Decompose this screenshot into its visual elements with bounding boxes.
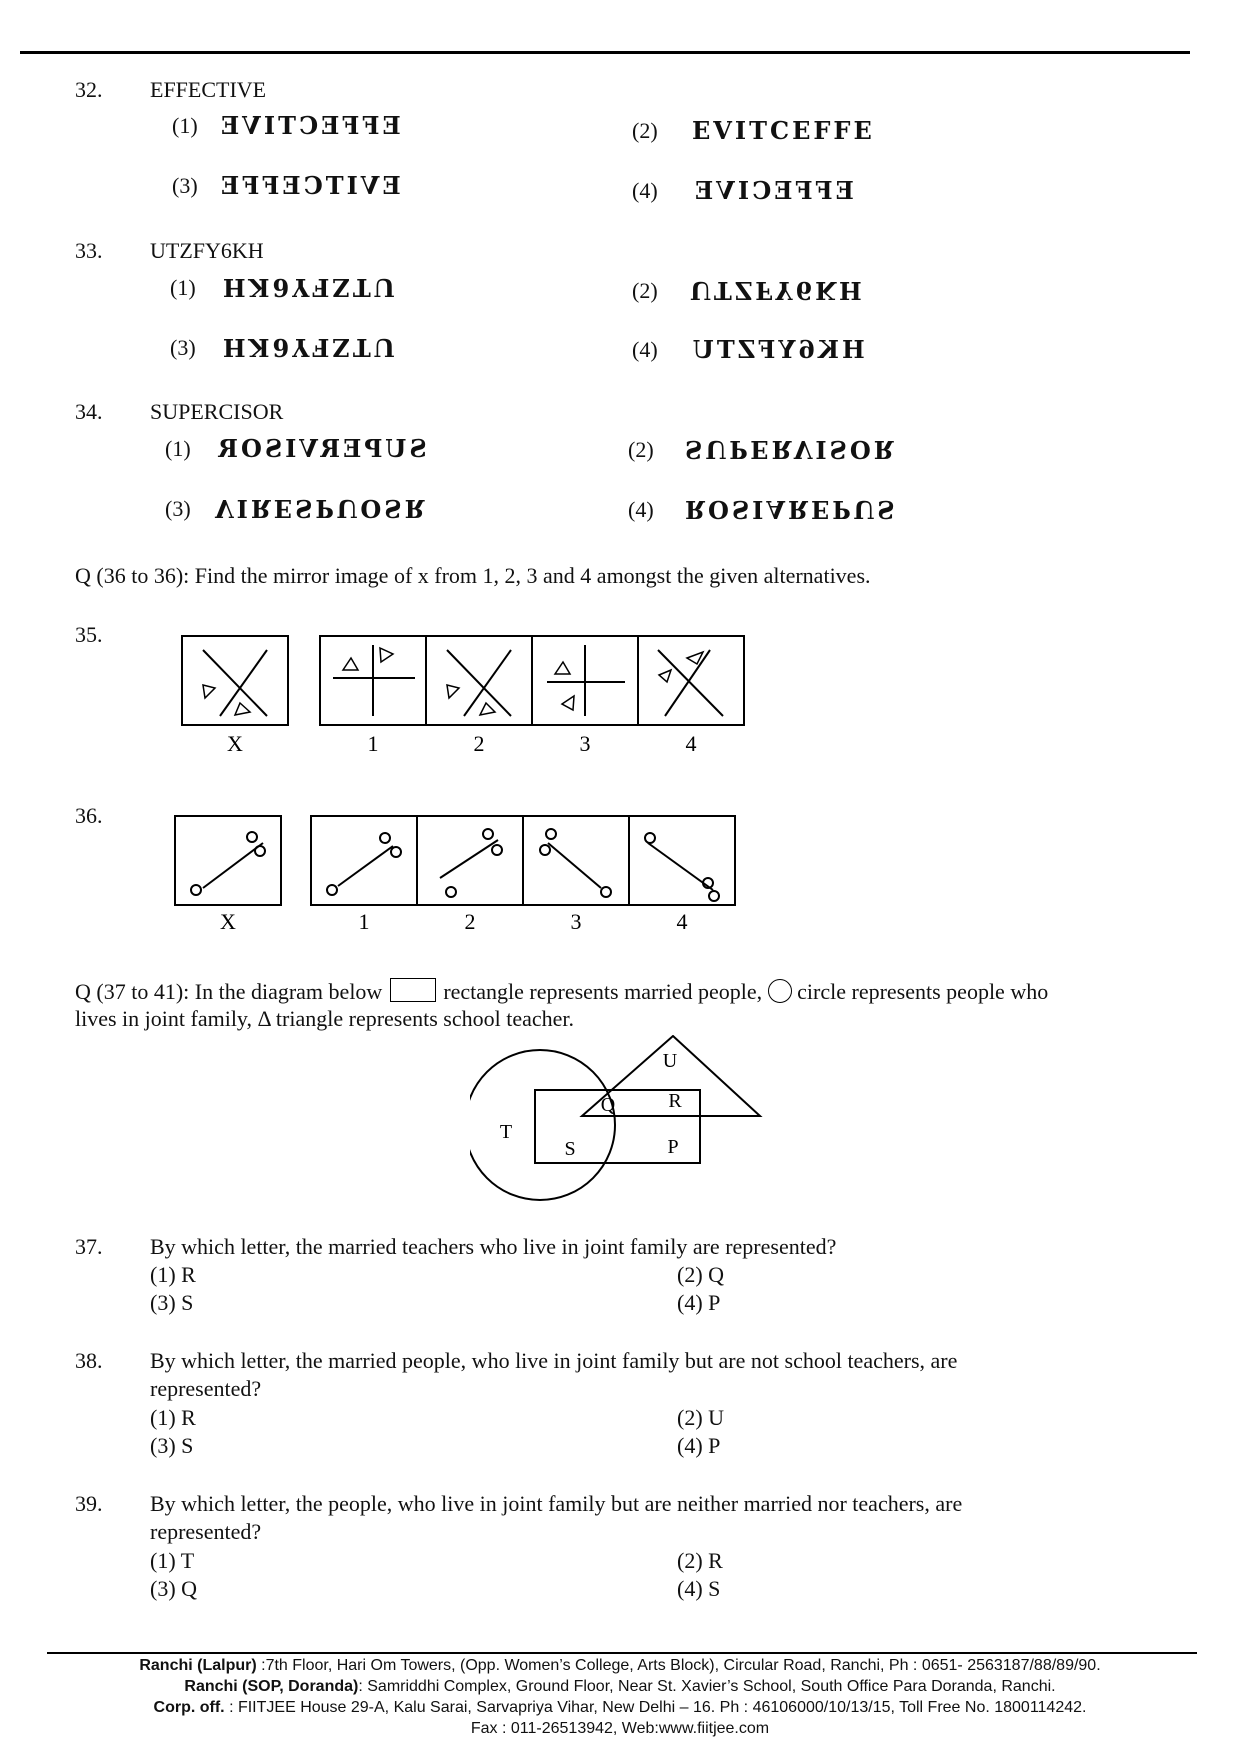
q32-opt2-num: (2) [632,118,658,143]
instruction-37-41-line2: lives in joint family, Δ triangle represents school teacher. [75,1006,575,1031]
q33-number: 33. [75,238,103,263]
q33-opt2: UTZFY6KH [690,276,865,305]
footer-rule [47,1652,1197,1654]
q39-opt2: (2) R [677,1548,723,1573]
q32-opt4: EFFECIVE [692,176,854,205]
q38-text-line2: represented? [150,1376,262,1401]
q35-label-1: 1 [367,731,379,756]
q37-number: 37. [75,1234,103,1259]
rectangle-symbol [390,978,436,1002]
q32-opt1: EFFECTIVE [218,111,401,140]
venn-diagram [470,1035,770,1205]
q33-opt4: HK6YFZTU [690,335,865,364]
footer-line3-bold: Corp. off. [153,1699,225,1716]
q37-text: By which letter, the married teachers who live in joint family are represented? [150,1234,837,1259]
venn-label-u: U [662,1050,678,1072]
q35-box-4 [638,636,744,725]
q35-label-3: 3 [579,731,591,756]
instruction-35-36: Q (36 to 36): Find the mirror image of x from 1, 2, 3 and 4 amongst the given alternatives. [75,563,871,588]
q39-text-line1: By which letter, the people, who live in joint family but are neither married nor teachers, are [150,1491,963,1516]
q39-opt1: (1) T [150,1548,195,1573]
joint-family-circle [470,1050,615,1200]
q38-opt1: (1) R [150,1405,196,1430]
q32-opt1-num: (1) [172,113,198,138]
venn-label-q: Q [600,1094,616,1116]
q34-opt4: ROSIAREPUS [685,495,898,524]
q34-word: SUPERCISOR [150,399,284,424]
q35-box-2 [426,636,532,725]
q36-label-4: 4 [676,909,688,934]
q35-number: 35. [75,622,103,647]
q34-opt1-num: (1) [165,436,191,461]
q36-box-4 [629,816,735,905]
q34-number: 34. [75,399,103,424]
q36-box-3 [523,816,629,905]
q35-label-4: 4 [685,731,697,756]
footer-line1-bold: Ranchi (Lalpur) [139,1657,257,1674]
q34-opt3: VIRESPUOSR [215,494,428,523]
q33-opt3: UTZFY6KH [220,333,395,362]
q36-figure [168,808,748,938]
q36-label-1: 1 [358,909,370,934]
q35-label-x: X [227,731,243,756]
q35-box-x [182,636,288,725]
circle-symbol [768,979,792,1003]
q36-label-x: X [220,909,236,934]
q32-opt3-num: (3) [172,173,198,198]
q35-label-2: 2 [473,731,485,756]
q38-opt3: (3) S [150,1433,194,1458]
q34-opt4-num: (4) [628,497,654,522]
footer-line4: Fax : 011-26513942, Web:www.fiitjee.com [470,1720,770,1737]
q32-opt2: EVITCEFFE [692,116,875,145]
q32-opt4-num: (4) [632,178,658,203]
q33-opt1-num: (1) [170,275,196,300]
q33-opt1: UTZFY6KH [220,273,395,302]
q33-opt2-num: (2) [632,278,658,303]
venn-label-t: T [499,1121,513,1143]
venn-label-r: R [668,1090,682,1112]
q32-number: 32. [75,77,103,102]
instruction-part1: Q (37 to 41): In the diagram below [75,979,383,1004]
q36-number: 36. [75,803,103,828]
q36-label-2: 2 [464,909,476,934]
q33-opt4-num: (4) [632,337,658,362]
q36-box-2 [417,816,523,905]
q34-opt3-num: (3) [165,496,191,521]
footer-line1-text: :7th Floor, Hari Om Towers, (Opp. Women’s College, Arts Block), Circular Road, Ranchi, Ph : 0651- 2563187/88/89/90. [256,1657,1101,1674]
q33-opt3-num: (3) [170,335,196,360]
q34-opt2-num: (2) [628,437,654,462]
instruction-37-41-line1 [75,978,1048,1005]
q36-label-3: 3 [570,909,582,934]
q37-opt4: (4) P [677,1290,721,1315]
instruction-part2: rectangle represents married people, [443,979,763,1004]
q32-word: EFFECTIVE [150,77,267,102]
q34-opt1: SUPERVISOR [215,434,427,463]
q39-text-line2: represented? [150,1519,262,1544]
instruction-part3: circle represents people who [797,979,1049,1004]
q38-number: 38. [75,1348,103,1373]
q39-opt4: (4) S [677,1576,721,1601]
footer-line1 [40,1656,1200,1676]
q38-text-line1: By which letter, the married people, who live in joint family but are not school teachers, are [150,1348,958,1373]
footer-line3 [40,1698,1200,1718]
footer-line3-text: : FIITJEE House 29-A, Kalu Sarai, Sarvapriya Vihar, New Delhi – 16. Ph : 46106000/10/13/15, Toll Free No. 1800114242. [224,1699,1087,1716]
footer-line2-bold: Ranchi (SOP, Doranda) [184,1678,359,1695]
q37-opt1: (1) R [150,1262,196,1287]
q37-opt3: (3) S [150,1290,194,1315]
q38-opt2: (2) U [677,1405,725,1430]
q37-opt2: (2) Q [677,1262,725,1287]
q35-figure [175,630,750,760]
venn-label-p: P [667,1136,679,1158]
footer-line2-text: : Samriddhi Complex, Ground Floor, Near St. Xavier’s School, South Office Para Doranda, Ranchi. [358,1678,1056,1695]
q32-opt3: EVITCEFFE [218,171,401,200]
q39-opt3: (3) Q [150,1576,198,1601]
q39-number: 39. [75,1491,103,1516]
q34-opt2: SUPERVISOR [685,435,897,464]
top-rule [20,51,1190,54]
q38-opt4: (4) P [677,1433,721,1458]
venn-label-s: S [564,1138,576,1160]
q33-word: UTZFY6KH [150,238,264,263]
footer-line2 [40,1677,1200,1697]
